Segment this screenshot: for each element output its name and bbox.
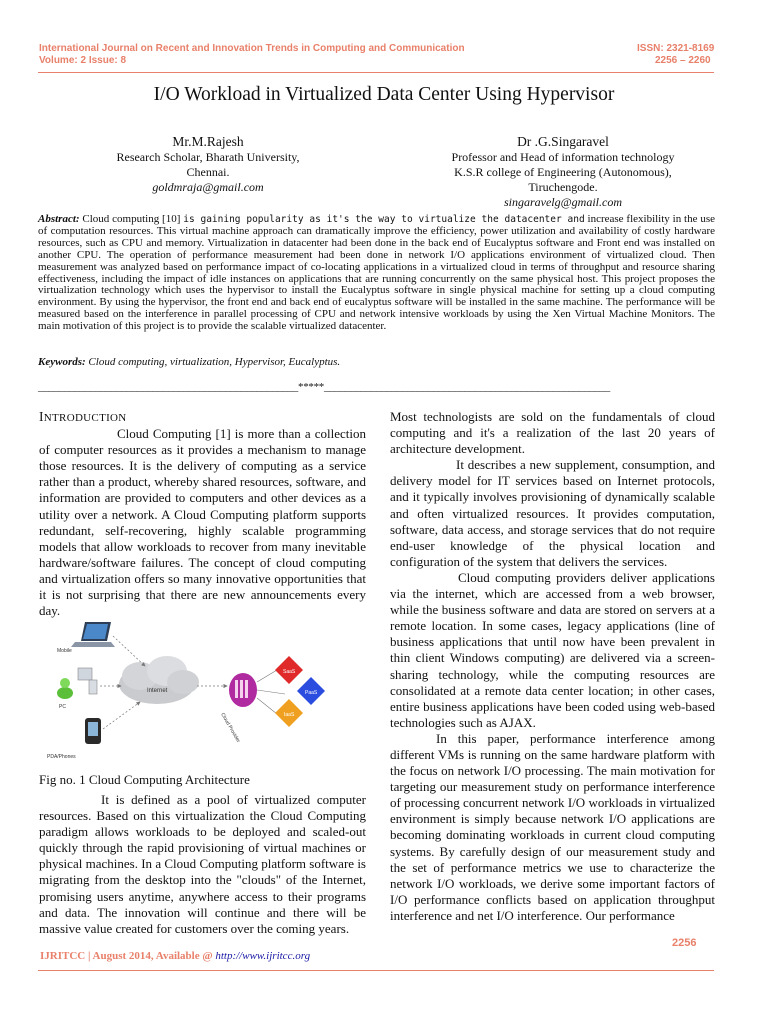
label-paas: PaaS [305, 690, 318, 696]
issn: ISSN: 2321-8169 [637, 43, 715, 54]
right-paragraph-4: In this paper, performance interference among different VMs is running on the same hardware platform with the focus on network I/O processing. The main motivation for targeting our measurement study on performance interference of processing concurrent network I/O workloads in virtualized environment is simply because network I/O applications are becoming dominating workloads in current cloud computing systems. By carefully design of our measurement study and the set of performance metrics we use to characterize the network I/O workloads, we derive some important factors of I/O performance conflicts based on application throughput interference and net I/O interference. Our performance [390, 730, 715, 923]
abstract-text-2: increase flexibility in the use of computation resources. This virtual machine approach can dramatically improve the efficiency, power utilization and availability of costly hardware resources, such as CPU and memory. Virtualization in datacenter had been done in the back end of Eucalyptus software and Front end was installed on another CPU. The operation of performance measurement had been done in network I/O applications environment of virtualized cloud. Then measurement was analyzed based on performance impact of co-locating applications in a virtualized cloud in terms of throughput and resource sharing effectiveness, including the impact of idle instances on applications that are running concurrently on the same physical host. This project proposes the virtualization technology which uses the hypervisor to install the Eucalyptus software in single physical machine for setting up a cloud computing environment. By using the hypervisor, the front end and back end of eucalyptus software will be installed in the same machine. The performance will be measured based on the interference in parallel processing of CPU and network intensive workloads by using the Xen Virtual Machine Monitors. The main motivation of this project is to provide the scalable virtualized datacenter. [38, 213, 715, 333]
header-rule [38, 72, 714, 73]
author-1 [88, 133, 328, 195]
abstract-label: Abstract: [38, 213, 80, 225]
footer-link[interactable]: http://www.ijritcc.org [215, 950, 311, 962]
right-paragraph-3: Cloud computing providers deliver applications via the internet, which are accessed from a web browser, while the business software and data are stored on servers at a remote location. In some cases, legacy applications (line of business applications that until now have been prevalent in thin client Windows computing) are delivered via a screen-sharing technology, while the computing resources are consolidated at a remote data center location; in other cases, entire business applications have been coded using web-based technologies such as AJAX. [390, 569, 715, 730]
laptop-icon [71, 622, 115, 647]
author-2-name: Dr .G.Singaravel [517, 134, 609, 149]
keywords [38, 356, 340, 368]
left-column-continued [39, 792, 366, 937]
paper-title: I/O Workload in Virtualized Data Center Using Hypervisor [153, 84, 615, 105]
right-paragraph-1: Most technologists are sold on the fundamentals of cloud computing and it's a realization of the last 20 years of architecture development. [390, 409, 715, 457]
label-iaas: IaaS [284, 712, 295, 718]
keywords-label: Keywords: [38, 356, 86, 368]
connector-pda [103, 702, 140, 729]
cloud-architecture-figure [45, 614, 345, 764]
heading-initial: I [39, 409, 44, 424]
author-1-name: Mr.M.Rajesh [172, 134, 244, 149]
author-1-affiliation: Research Scholar, Bharath University, [116, 150, 300, 164]
heading-rest: NTRODUCTION [43, 412, 127, 424]
intro-paragraph-1: Cloud Computing [1] is more than a collection of computer resources as it provides a mechanism to manage those resources. It is the delivery of computing as a service rather than a product, whereby shared resources, software, and information are provided to computers and other devices as a utility over a network. A Cloud Computing platform supports redundant, self-recovering, highly scalable programming models that allow workloads to recover from many inevitable hardware/software failures. The concept of cloud computing and virtualization offers so many innovative opportunities that it is not surprising that there are new announcements every day. [39, 426, 366, 619]
connector-mobile [113, 636, 145, 666]
abstract [38, 214, 715, 333]
footer-rule [38, 970, 714, 971]
author-2-email: singaravelg@gmail.com [503, 195, 623, 209]
label-internet: Internet [147, 688, 168, 694]
section-separator: __________________________________________________*****_______________________________________________________ [38, 381, 611, 393]
abstract-text-mono: is gaining popularity as it's the way to virtualize the datacenter and [183, 214, 585, 225]
label-mobile: Mobile [57, 648, 72, 654]
pda-phone-icon [85, 718, 101, 744]
author-2 [420, 133, 706, 210]
author-2-affiliation: Professor and Head of information technology [451, 150, 675, 164]
figure-caption: Fig no. 1 Cloud Computing Architecture [39, 772, 250, 787]
label-pc: PC [59, 704, 66, 710]
intro-paragraph-2: It is defined as a pool of virtualized computer resources. Based on this virtualization the Cloud Computing paradigm allows workloads to be deployed and scaled-out quickly through the rapid provisioning of virtual machines or physical machines. In a Cloud Computing platform software is migrating from the desktop into the "clouds" of the Internet, promising users anytime, anywhere access to their programs and data. The innovation will continue and there will be massive value created for customers over the coming years. [39, 792, 366, 936]
footer-citation [40, 950, 310, 962]
label-provider: Cloud Provider [219, 712, 242, 744]
abstract-text-1: Cloud computing [10] [79, 213, 184, 225]
author-2-college: K.S.R college of Engineering (Autonomous), [454, 165, 672, 179]
label-pda: PDA/Phones [47, 754, 76, 760]
left-column [39, 409, 366, 619]
label-saas: SaaS [283, 669, 296, 675]
section-heading-introduction [39, 409, 366, 426]
author-1-city: Chennai. [186, 165, 230, 179]
journal-volume: Volume: 2 Issue: 8 [39, 55, 127, 66]
journal-name: International Journal on Recent and Innovation Trends in Computing and Communication [39, 43, 465, 54]
internet-cloud-icon [119, 656, 199, 704]
author-2-city: Tiruchengode. [528, 180, 598, 194]
right-paragraph-2: It describes a new supplement, consumption, and delivery model for IT services based on Internet protocols, and it typically involves provisioning of dynamically scalable and often virtualized resources. It provides computation, software, data access, and storage services that do not require end-user knowledge of the physical location and configuration of the system that delivers the services. [390, 457, 715, 569]
right-column [390, 409, 715, 924]
page-number: 2256 [672, 937, 697, 949]
keywords-text: Cloud computing, virtualization, Hypervisor, Eucalyptus. [85, 356, 341, 368]
page-range: 2256 – 2260 [655, 55, 711, 66]
author-1-email: goldmraja@gmail.com [152, 180, 264, 194]
footer-text: IJRITCC | August 2014, Available @ [40, 950, 216, 962]
pc-user-icon [57, 668, 97, 699]
cloud-provider-icon [229, 673, 257, 707]
